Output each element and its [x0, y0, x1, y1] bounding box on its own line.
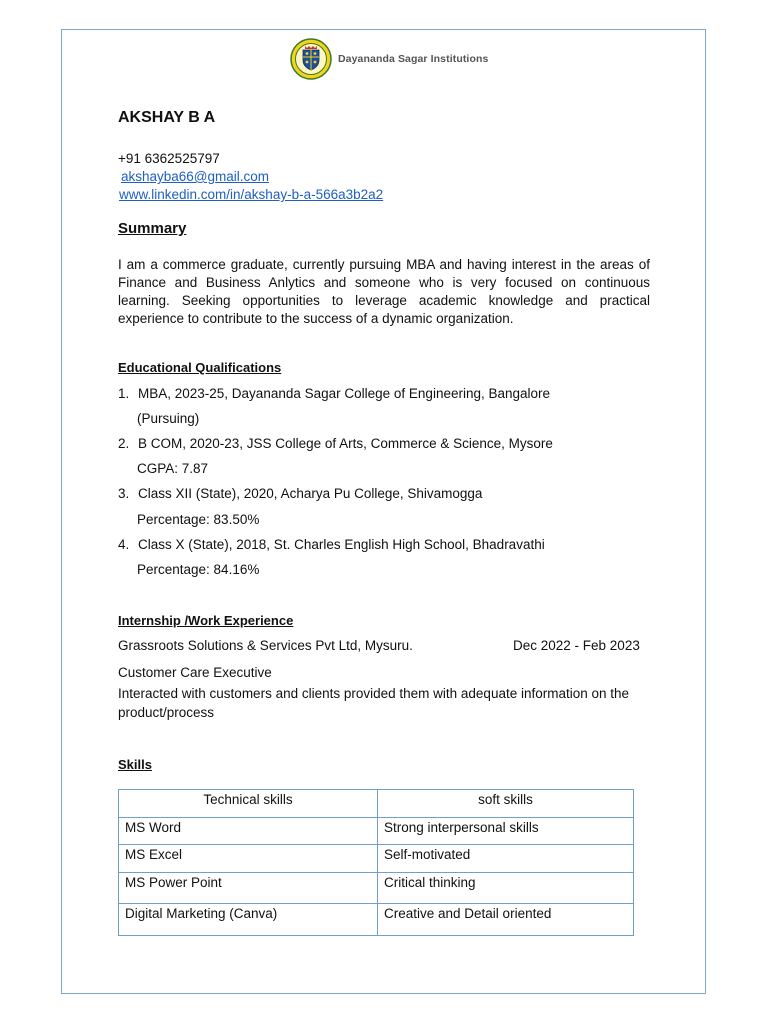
table-cell: Digital Marketing (Canva) — [119, 904, 378, 936]
education-item: 3. Class XII (State), 2020, Acharya Pu College, Shivamogga — [118, 486, 483, 501]
summary-heading: Summary — [118, 220, 187, 237]
table-row — [119, 873, 634, 904]
table-cell: MS Power Point — [119, 873, 378, 904]
linkedin-link[interactable]: www.linkedin.com/in/akshay-b-a-566a3b2a2 — [119, 187, 384, 202]
crest-icon — [290, 38, 332, 80]
column-header-soft: soft skills — [378, 790, 634, 818]
table-cell: Strong interpersonal skills — [378, 818, 634, 845]
education-heading: Educational Qualifications — [118, 360, 282, 375]
skills-header-row — [119, 790, 634, 818]
education-detail: CGPA: 7.87 — [137, 461, 209, 476]
table-row — [119, 904, 634, 936]
company-name: Grassroots Solutions & Services Pvt Ltd, Mysuru. — [118, 638, 413, 653]
table-cell: MS Word — [119, 818, 378, 845]
candidate-name: AKSHAY B A — [118, 109, 216, 126]
experience-dates: Dec 2022 - Feb 2023 — [513, 638, 640, 653]
education-detail: Percentage: 83.50% — [137, 512, 260, 527]
table-cell: Creative and Detail oriented — [378, 904, 634, 936]
education-item: 2. B COM, 2020-23, JSS College of Arts, Commerce & Science, Mysore — [118, 436, 553, 451]
email-link[interactable]: akshayba66@gmail.com — [121, 169, 270, 184]
skills-table — [118, 789, 634, 936]
skills-heading: Skills — [118, 757, 152, 772]
education-detail: (Pursuing) — [137, 411, 200, 426]
table-cell: MS Excel — [119, 845, 378, 873]
job-description: Interacted with customers and clients provided them with adequate information on the product/process — [118, 686, 630, 720]
summary-text: I am a commerce graduate, currently pursuing MBA and having interest in the areas of Finance and Business Anlytics and someone who is very focused on continuous learning. Seeking opportunities to leverage academic knowledge and practical experience to contribute to the success of a dynamic organization. — [118, 257, 650, 326]
table-cell: Self-motivated — [378, 845, 634, 873]
job-role: Customer Care Executive — [118, 665, 272, 680]
phone-number: +91 6362525797 — [118, 151, 220, 166]
education-item: 1. MBA, 2023-25, Dayananda Sagar College of Engineering, Bangalore — [118, 386, 551, 401]
table-row — [119, 845, 634, 873]
education-item: 4. Class X (State), 2018, St. Charles English High School, Bhadravathi — [118, 537, 545, 552]
education-detail: Percentage: 84.16% — [137, 562, 260, 577]
column-header-technical: Technical skills — [119, 790, 378, 818]
institution-name: Dayananda Sagar Institutions — [338, 53, 489, 65]
table-row — [119, 818, 634, 845]
table-cell: Critical thinking — [378, 873, 634, 904]
institution-logo — [290, 38, 488, 80]
experience-heading: Internship /Work Experience — [118, 613, 294, 628]
